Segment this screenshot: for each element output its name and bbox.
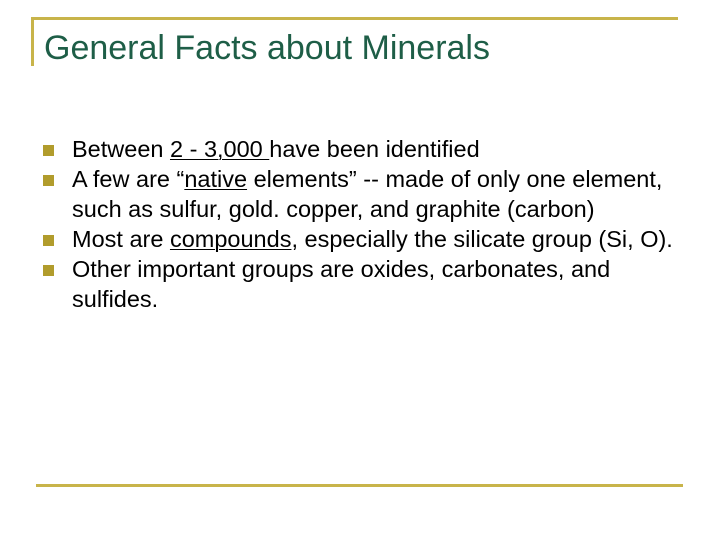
- bottom-rule: [36, 484, 683, 487]
- bullet-text: elements” -- made of only one element, such as sulfur, gold. copper, and graphite (carbon): [72, 166, 663, 222]
- compounds-link[interactable]: compounds: [169, 226, 292, 252]
- bullet-text: have been identified: [269, 136, 480, 162]
- bullet-text: Other important groups are oxides, carbonates, and sulfides.: [72, 256, 611, 312]
- square-bullet-icon: [43, 235, 54, 246]
- bullet-item: [43, 134, 683, 164]
- bullet-item: [43, 164, 683, 224]
- title-top-rule: [31, 17, 678, 20]
- bullet-text: A few are “: [72, 166, 185, 192]
- slide-title: General Facts about Minerals: [44, 29, 490, 67]
- native-link[interactable]: native: [184, 166, 248, 192]
- bullet-item: [43, 224, 683, 254]
- mineral-count-link[interactable]: 2 - 3,000: [169, 136, 270, 162]
- bullet-list: [43, 134, 683, 314]
- title-left-rule: [31, 17, 34, 66]
- bullet-text: Between: [72, 136, 170, 162]
- square-bullet-icon: [43, 265, 54, 276]
- bullet-item: [43, 254, 683, 314]
- square-bullet-icon: [43, 175, 54, 186]
- bullet-text: Most are: [72, 226, 170, 252]
- bullet-text: , especially the silicate group (Si, O).: [291, 226, 673, 252]
- square-bullet-icon: [43, 145, 54, 156]
